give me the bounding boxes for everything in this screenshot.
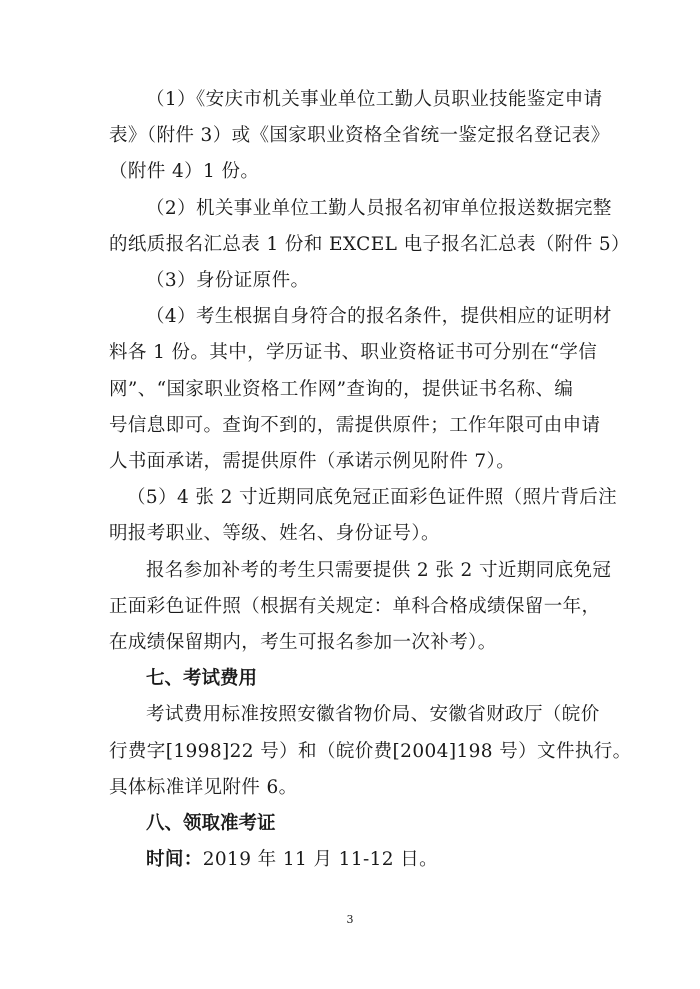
page-number: 3 xyxy=(346,913,354,926)
item-2-paragraph xyxy=(109,191,630,263)
item-5-paragraph xyxy=(109,480,618,552)
makeup-exam-paragraph xyxy=(109,553,612,662)
text-line: （3）身份证原件。 xyxy=(146,270,310,292)
item-3-paragraph xyxy=(109,263,597,299)
text-line: 行费字[1998]22 号）和（皖价费[2004]198 号）文件执行。 xyxy=(109,740,632,762)
text-line: （5）4 张 2 寸近期同底免冠正面彩色证件照（照片背后注 xyxy=(127,487,618,509)
text-line: （4）考生根据自身符合的报名条件，提供相应的证明材 xyxy=(146,306,612,328)
item-4-paragraph xyxy=(109,299,612,480)
text-line: 具体标准详见附件 6。 xyxy=(109,776,298,798)
text-line: 人书面承诺，需提供原件（承诺示例见附件 7）。 xyxy=(109,451,516,473)
text-line: 料各 1 份。其中，学历证书、职业资格证书可分别在“学信 xyxy=(109,342,598,364)
text-line: 考试费用标准按照安徽省物价局、安徽省财政厅（皖价 xyxy=(146,704,600,726)
section-8-heading: 八、领取准考证 xyxy=(146,813,276,835)
text-line: 表》（附件 3）或《国家职业资格全省统一鉴定报名登记表》 xyxy=(109,125,610,147)
text-line xyxy=(109,842,597,878)
text-line: （附件 4）1 份。 xyxy=(109,161,260,183)
text-line: 号信息即可。查询不到的，需提供原件；工作年限可由申请 xyxy=(109,414,601,436)
section-7-heading: 七、考试费用 xyxy=(146,668,258,690)
text-line: 网”、“国家职业资格工作网”查询的，提供证书名称、编 xyxy=(109,378,574,400)
text-line: 报名参加补考的考生只需要提供 2 张 2 寸近期同底免冠 xyxy=(146,559,612,581)
document-body xyxy=(109,82,632,878)
time-value: 2019 年 11 月 11-12 日。 xyxy=(202,849,439,871)
section-8-time xyxy=(109,842,597,878)
text-line: （2）机关事业单位工勤人员报名初审单位报送数据完整 xyxy=(146,197,612,219)
text-line: 正面彩色证件照（根据有关规定：单科合格成绩保留一年， xyxy=(109,595,601,617)
text-line: 在成绩保留期内，考生可报名参加一次补考）。 xyxy=(109,632,497,654)
time-label: 时间： xyxy=(146,849,203,871)
section-7-paragraph xyxy=(109,697,632,806)
text-line: 的纸质报名汇总表 1 份和 EXCEL 电子报名汇总表（附件 5） xyxy=(109,233,630,255)
text-line: （1）《安庆市机关事业单位工勤人员职业技能鉴定申请 xyxy=(146,89,603,110)
text-line: 明报考职业、等级、姓名、身份证号）。 xyxy=(109,523,440,545)
item-1-paragraph xyxy=(109,82,610,191)
